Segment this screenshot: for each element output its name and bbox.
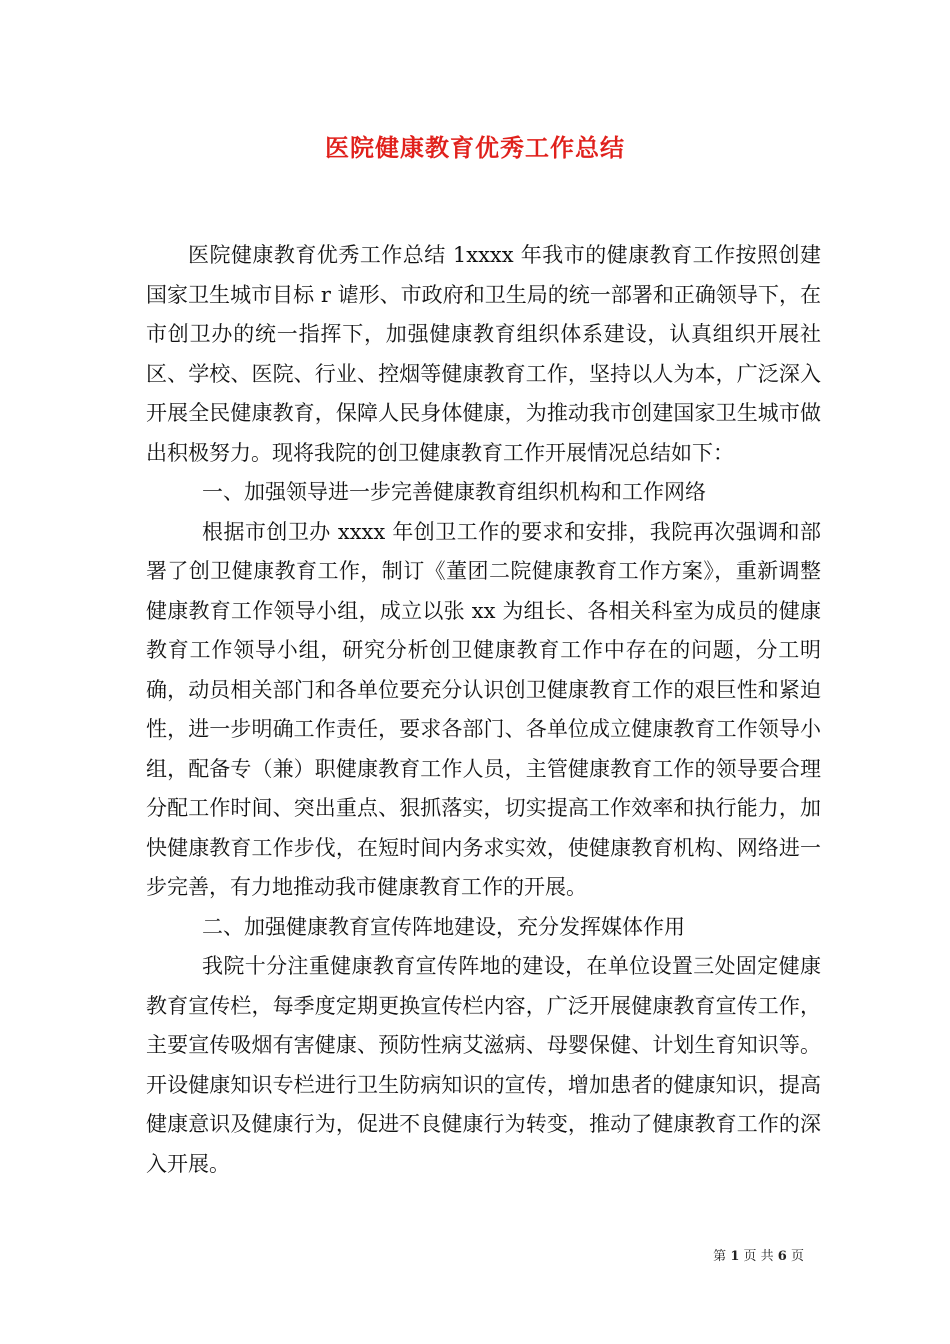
footer-suffix: 页 [790, 1249, 804, 1264]
page-number-footer [713, 1248, 804, 1266]
document-body [146, 236, 821, 1184]
footer-total-pages: 6 [777, 1249, 787, 1264]
footer-middle: 页 共 [743, 1249, 774, 1264]
footer-current-page: 1 [730, 1249, 740, 1264]
paragraph-section-2: 我院十分注重健康教育宣传阵地的建设，在单位设置三处固定健康教育宣传栏，每季度定期更换宣传栏内容，广泛开展健康教育宣传工作，主要宣传吸烟有害健康、预防性病艾滋病、母婴保健、计划生育知识等。开设健康知识专栏进行卫生防病知识的宣传，增加患者的健康知识，提高健康意识及健康行为，促进不良健康行为转变，推动了健康教育工作的深入开展。 [146, 954, 821, 1176]
section-heading-1: 一、加强领导进一步完善健康教育组织机构和工作网络 [202, 480, 706, 504]
document-title: 医院健康教育优秀工作总结 [325, 133, 625, 162]
paragraph-intro: 医院健康教育优秀工作总结 1xxxx 年我市的健康教育工作按照创建国家卫生城市目标 r 谑形、市政府和卫生局的统一部署和正确领导下，在市创卫办的统一指挥下，加强健康教育组织体系建设，认真组织开展社区、学校、医院、行业、控烟等健康教育工作，坚持以人为本，广泛深入开展全民健康教育，保障人民身体健康，为推动我市创建国家卫生城市做出积极努力。现将我院的创卫健康教育工作开展情况总结如下： [146, 243, 821, 465]
paragraph-section-1: 根据市创卫办 xxxx 年创卫工作的要求和安排，我院再次强调和部署了创卫健康教育工作，制订《董团二院健康教育工作方案》，重新调整健康教育工作领导小组，成立以张 xx 为组长、各相关科室为成员的健康教育工作领导小组，研究分析创卫健康教育工作中存在的问题，分工明确，动员相关部门和各单位要充分认识创卫健康教育工作的艰巨性和紧迫性，进一步明确工作责任，要求各部门、各单位成立健康教育工作领导小组，配备专（兼）职健康教育工作人员，主管健康教育工作的领导要合理分配工作时间、突出重点、狠抓落实，切实提高工作效率和执行能力，加快健康教育工作步伐，在短时间内务求实效，使健康教育机构、网络进一步完善，有力地推动我市健康教育工作的开展。 [146, 519, 821, 899]
footer-prefix: 第 [713, 1249, 727, 1264]
section-heading-2: 二、加强健康教育宣传阵地建设，充分发挥媒体作用 [202, 914, 685, 939]
